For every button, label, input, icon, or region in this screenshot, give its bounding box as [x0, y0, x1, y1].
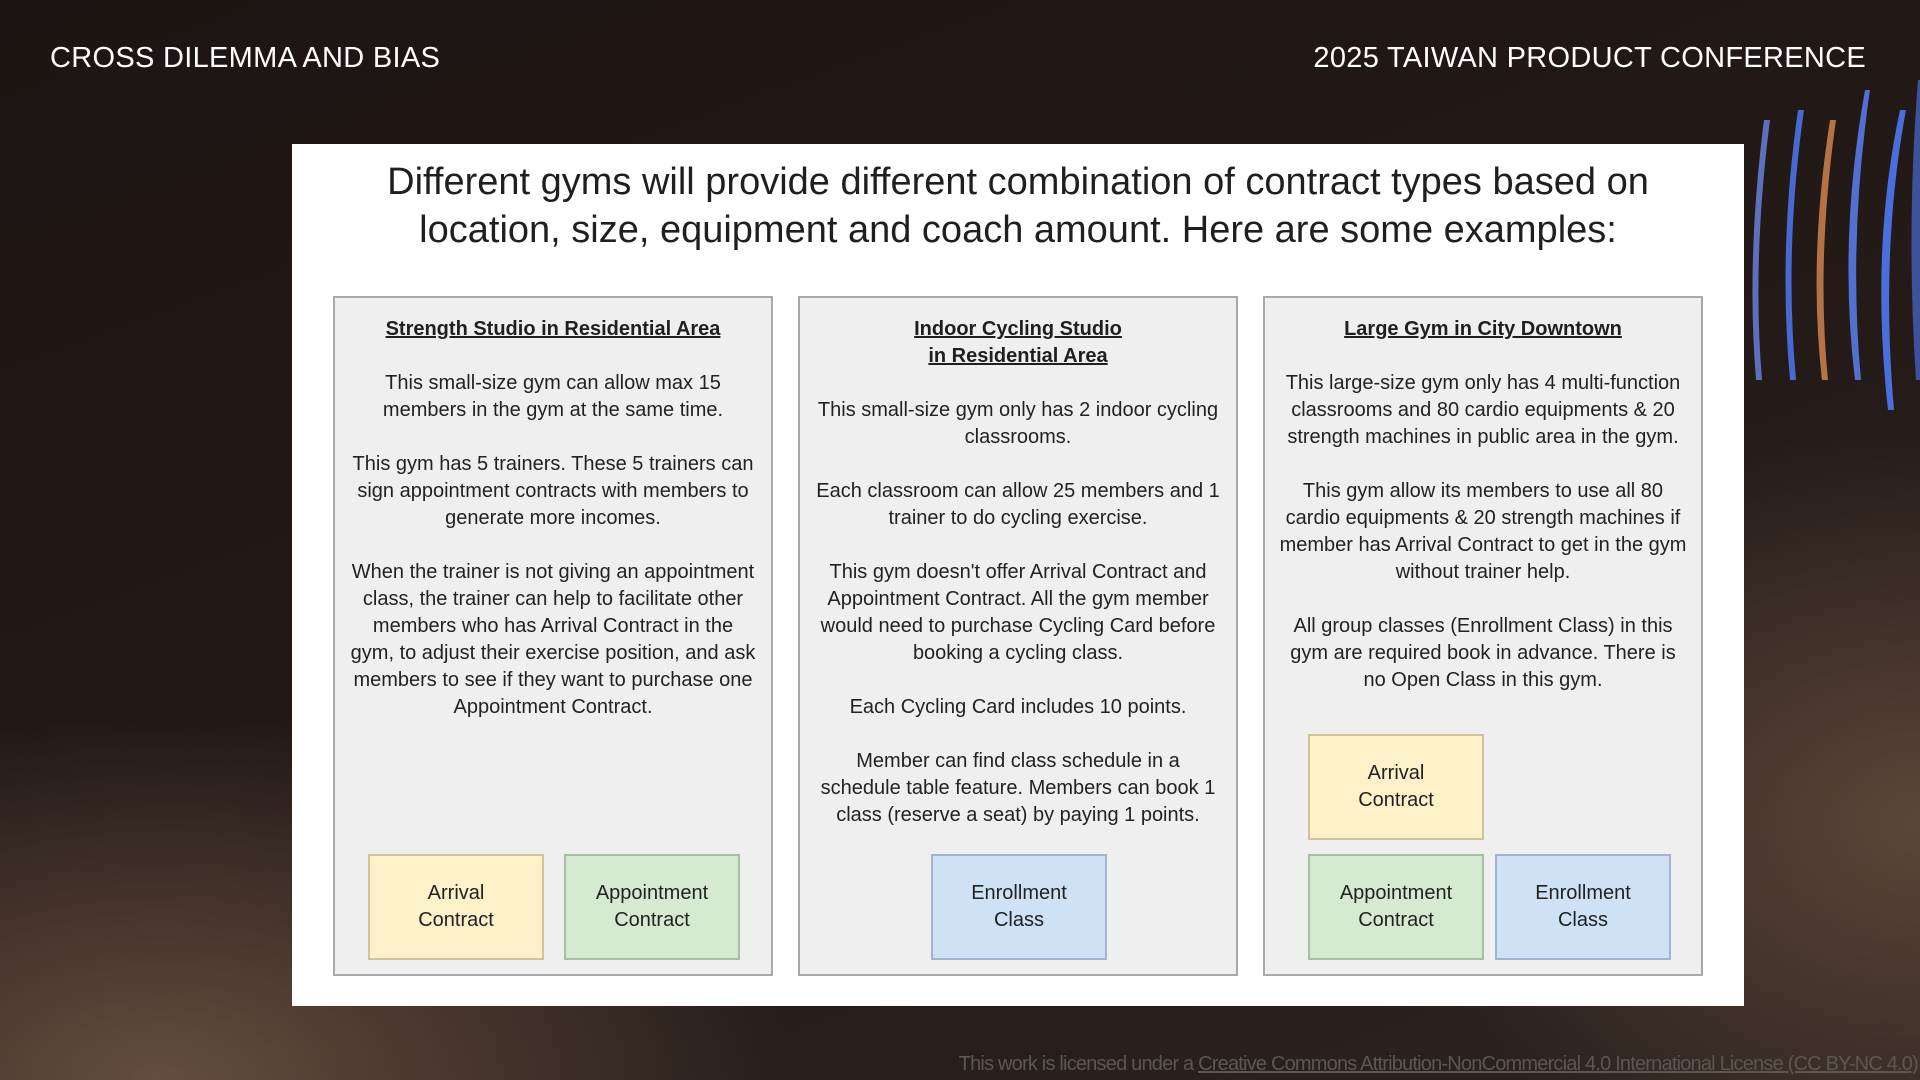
card-paragraph: This large-size gym only has 4 multi-function classrooms and 80 cardio equipments & 20 strength machines in public area in the gym. [1285, 372, 1681, 448]
card-large-gym-downtown [1263, 296, 1703, 976]
decorative-stripes [1720, 80, 1920, 480]
card-body [1279, 370, 1687, 721]
header-left-title: CROSS DILEMMA AND BIAS [50, 42, 441, 74]
header-right-title: 2025 TAIWAN PRODUCT CONFERENCE [1313, 42, 1866, 74]
card-paragraph: This small-size gym only has 2 indoor cycling classrooms. [817, 399, 1219, 448]
card-paragraph: Member can find class schedule in a schedule table feature. Members can book 1 class (reserve a seat) by paying 1 points. [820, 750, 1216, 826]
license-prefix: This work is licensed under a [958, 1053, 1199, 1075]
arrival-contract-tag: Arrival Contract [1308, 734, 1484, 840]
card-paragraph: This small-size gym can allow max 15 members in the gym at the same time. [382, 372, 724, 421]
card-paragraph: This gym allow its members to use all 80 cardio equipments & 20 strength machines if member has Arrival Contract to get in the gym without trainer help. [1279, 480, 1687, 583]
slide-title: Different gyms will provide different combination of contract types based on location, size, equipment and coach amount. Here are some examples: [387, 161, 1649, 251]
card-paragraph: This gym doesn't offer Arrival Contract and Appointment Contract. All the gym member would need to purchase Cycling Card before booking a cycling class. [820, 561, 1216, 664]
card-body [814, 397, 1222, 856]
enrollment-class-tag: Enrollment Class [1495, 854, 1671, 960]
card-paragraph: All group classes (Enrollment Class) in this gym are required book in advance. There is no Open Class in this gym. [1290, 615, 1676, 691]
card-body [349, 370, 757, 748]
card-title: Strength Studio in Residential Area [385, 318, 721, 340]
appointment-contract-tag: Appointment Contract [1308, 854, 1484, 960]
license-notice [959, 1053, 1918, 1076]
arrival-contract-tag: Arrival Contract [368, 854, 544, 960]
appointment-contract-tag: Appointment Contract [564, 854, 740, 960]
license-link[interactable]: Creative Commons Attribution-NonCommercial 4.0 International License (CC BY-NC 4.0) [1198, 1053, 1918, 1075]
enrollment-class-tag: Enrollment Class [931, 854, 1107, 960]
card-indoor-cycling-studio [798, 296, 1238, 976]
slide-panel [292, 144, 1744, 1006]
card-strength-studio [333, 296, 773, 976]
card-paragraph: When the trainer is not giving an appointment class, the trainer can help to facilitate other members who has Arrival Contract in the gym, to adjust their exercise position, and ask members to see if they want to purchase one Appointment Contract. [350, 561, 756, 718]
card-title: Large Gym in City Downtown [1344, 318, 1622, 340]
card-paragraph: Each Cycling Card includes 10 points. [849, 696, 1187, 718]
card-paragraph: Each classroom can allow 25 members and 1 trainer to do cycling exercise. [816, 480, 1220, 529]
card-paragraph: This gym has 5 trainers. These 5 trainers can sign appointment contracts with members to generate more incomes. [352, 453, 754, 529]
card-title: Indoor Cycling Studio in Residential Area [914, 318, 1122, 367]
